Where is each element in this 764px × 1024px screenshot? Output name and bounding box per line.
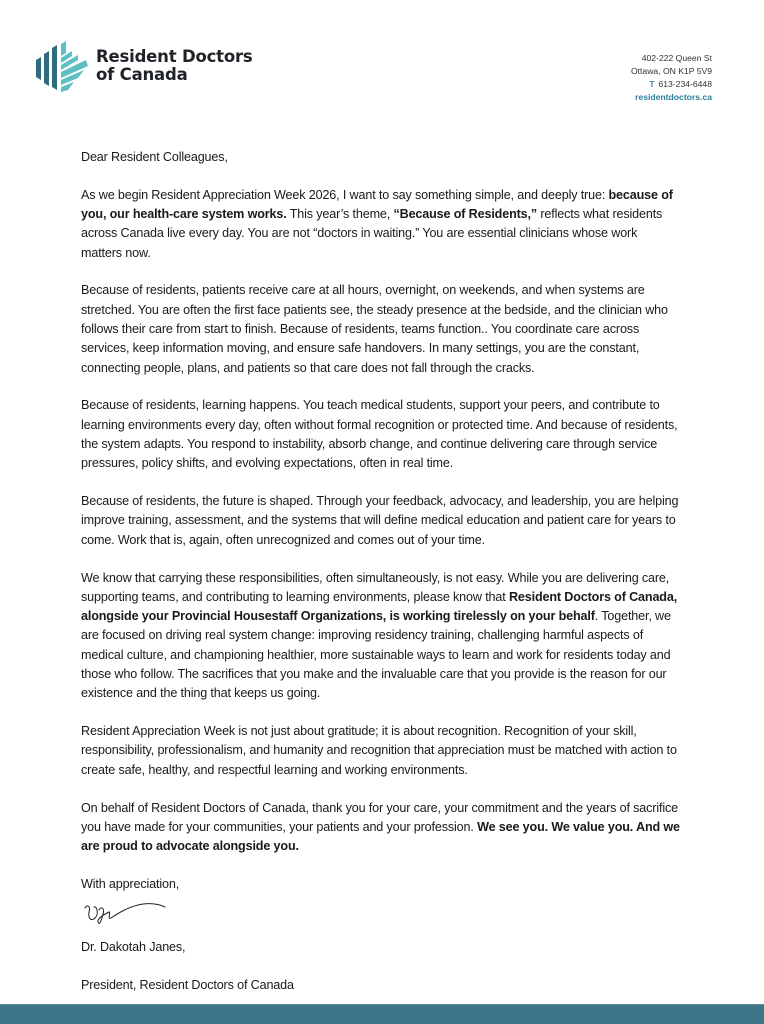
p1-text-c: This year’s theme, [286, 207, 394, 222]
footer-bar [0, 1004, 764, 1024]
paragraph-1 [81, 186, 681, 263]
paragraph-4: Because of residents, the future is shaped. Through your feedback, advocacy, and leadership, you are helping improve training, assessment, and the systems that will define medical education and patient care for years to come. Work that is, again, often unrecognized and comes out of your time. [81, 494, 679, 547]
paragraph-7 [81, 799, 681, 857]
org-name [96, 48, 253, 84]
signature-block [81, 898, 681, 938]
letter-body [81, 148, 681, 1014]
handwritten-signature-icon [81, 898, 171, 928]
p5-text-a: We know that carrying these responsibilities, often simultaneously, is not easy. While you are delivering care, supporting teams, and contributing to learning environments, please know that [81, 570, 670, 604]
p1-text-a: As we begin Resident Appreciation Week 2026, I want to say something simple, and deeply true: [81, 187, 609, 202]
phone-line [631, 78, 712, 91]
p1-bold-b: because of you, our health-care system works. [81, 187, 673, 222]
address-line2: Ottawa, ON K1P 5V9 [630, 66, 712, 76]
p7-text-a: On behalf of Resident Doctors of Canada, thank you for your care, your commitment and the years of sacrifice you have made for your communities, your patients and your profession. [81, 800, 678, 834]
paragraph-2: Because of residents, patients receive care at all hours, overnight, on weekends, and when systems are stretched. You are often the first face patients see, the steady presence at the bedside, and the clinician who follows their care from start to finish. Because of residents, teams function.. You coordinate care across services, keep information moving, and ensure safe handovers. In many settings, you are the constant, connecting people, plans, and patients so that care does not fall through the cracks. [81, 283, 668, 375]
p7-bold-b: We see you. We value you. And we are proud to advocate alongside you. [81, 819, 680, 854]
closing: With appreciation, [81, 876, 180, 891]
p5-text-c: . Together, we are focused on driving real system change: improving residency training, challenging harmful aspects of medical culture, and championing healthier, more sustainable ways to learn and work for residents today and those who follow. The sacrifices that you make and the invaluable care that you provide is the reason for our existence and the thing that keeps us going. [81, 609, 671, 701]
salutation: Dear Resident Colleagues, [81, 150, 228, 164]
org-logo [34, 40, 253, 92]
org-name-line2: of Canada [96, 65, 188, 84]
contact-block [631, 52, 712, 104]
p1-bold-d: “Because of Residents,” [393, 207, 538, 222]
paragraph-3: Because of residents, learning happens. You teach medical students, support your peers, and contribute to learning environments every day, often without formal recognition or protected time. And because of residents, the system adapts. You respond to instability, absorb change, and continue delivering care through service pressures, policy shifts, and evolving expectations, often in real time. [81, 398, 678, 471]
phone-label: T [649, 79, 655, 89]
p5-bold-b: Resident Doctors of Canada, alongside your Provincial Housestaff Organizations, is working tirelessly on your behalf [81, 589, 678, 624]
paragraph-5 [81, 569, 681, 704]
address-line1: 402-222 Queen St [641, 53, 712, 63]
website-link[interactable]: residentdoctors.ca [635, 92, 712, 102]
signer-name: Dr. Dakotah Janes, [81, 940, 186, 955]
p1-text-e: reflects what residents across Canada live every day. You are not “doctors in waiting.” You are essential clinicians whose work matters now. [81, 207, 663, 260]
paragraph-6: Resident Appreciation Week is not just about gratitude; it is about recognition. Recognition of your skill, responsibility, professionalism, and humanity and recognition that appreciation must be matched with action to create safe, healthy, and respectful learning and working environments. [81, 724, 677, 777]
signer-title: President, Resident Doctors of Canada [81, 978, 294, 992]
org-name-line1: Resident Doctors [96, 47, 253, 66]
maple-leaf-stripes-icon [34, 40, 90, 92]
phone-number: 613-234-6448 [658, 79, 712, 89]
